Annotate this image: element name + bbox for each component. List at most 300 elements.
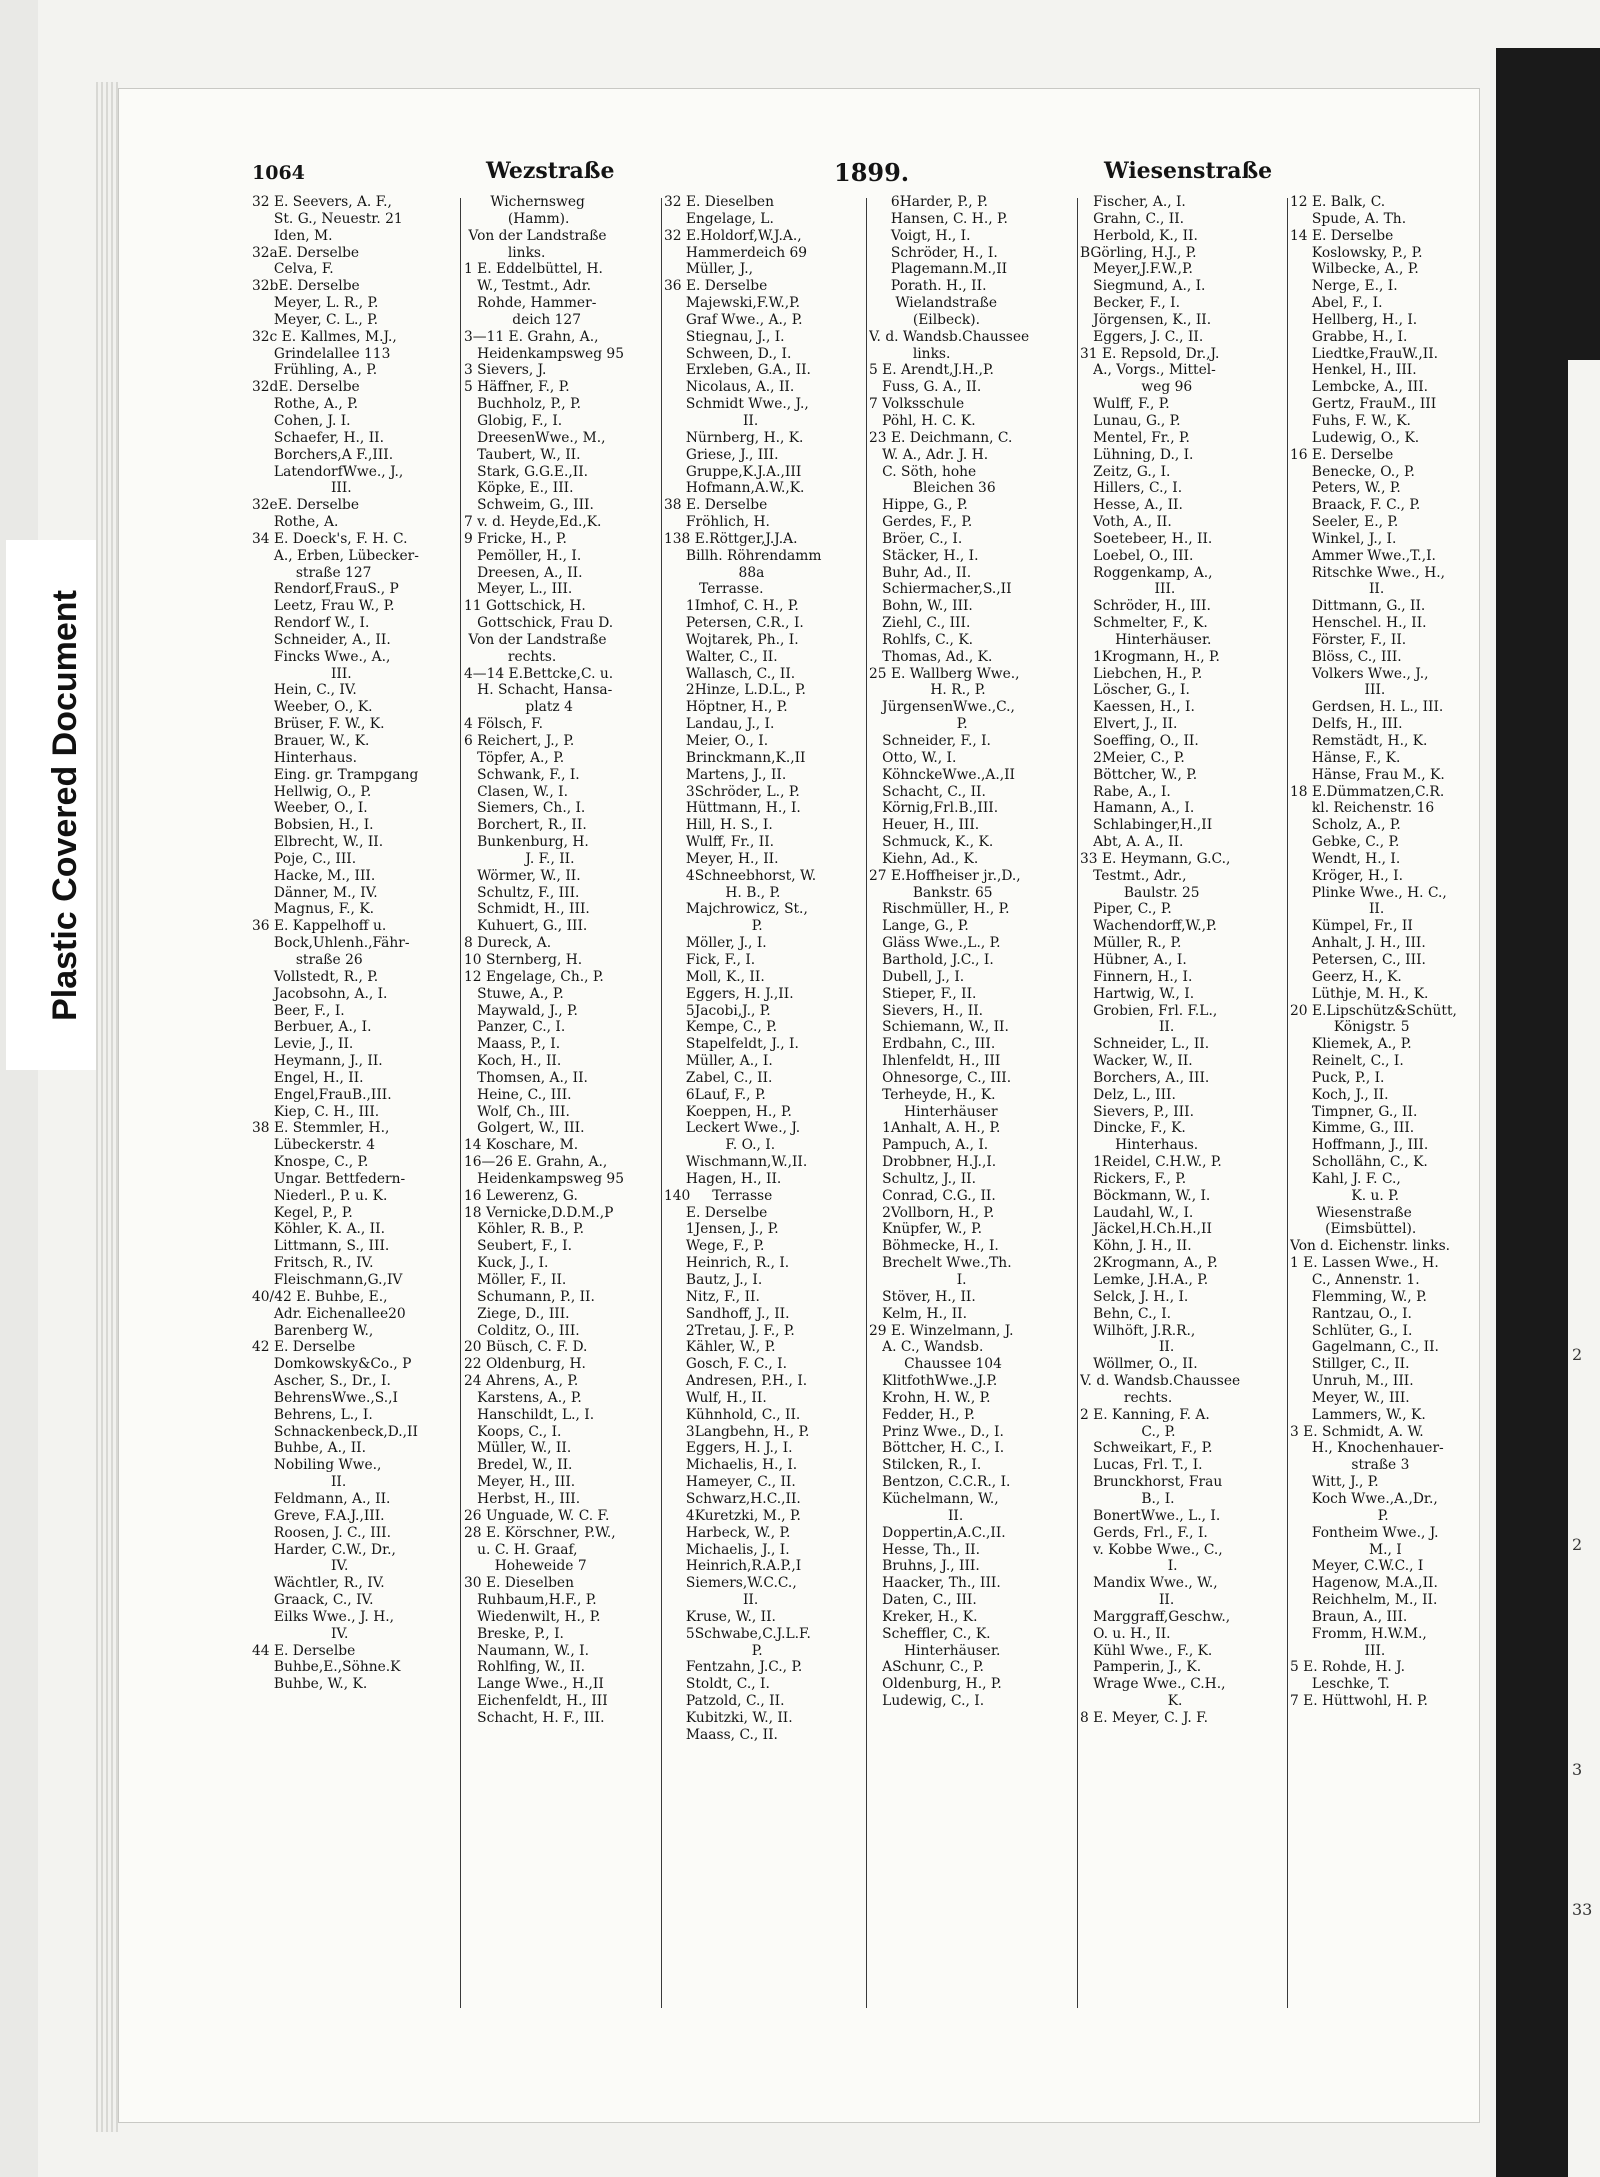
directory-entry-line: Drobbner, H.J.,I. xyxy=(869,1154,997,1171)
directory-entry-line: DreesenWwe., M., xyxy=(464,429,606,446)
directory-entry-line: straße 3 xyxy=(1290,1457,1410,1474)
directory-entry-line: Stark, G.G.E.,II. xyxy=(464,463,589,480)
directory-entry-line: Globig, F., I. xyxy=(464,412,563,429)
directory-entry-line: 16—26 E. Grahn, A., xyxy=(464,1154,608,1171)
directory-entry-line: Plagemann.M.,II xyxy=(869,261,1008,278)
directory-entry-line: Selck, J. H., I. xyxy=(1080,1288,1189,1305)
directory-entry-line: Kreker, H., K. xyxy=(869,1608,978,1625)
directory-entry-line: Pemöller, H., I. xyxy=(464,547,582,564)
directory-entry-line: II. xyxy=(1080,1592,1175,1609)
directory-entry-line: 34 E. Doeck's, F. H. C. xyxy=(252,530,408,547)
directory-entry-line: II. xyxy=(1290,581,1385,598)
directory-entry-line: Schlüter, G., I. xyxy=(1290,1322,1413,1339)
directory-entry-line: Höptner, H., P. xyxy=(664,699,788,716)
directory-entry-line: Soetebeer, H., II. xyxy=(1080,530,1213,547)
directory-entry-line: Leckert Wwe., J. xyxy=(664,1120,801,1137)
directory-entry-line: Schultz, F., III. xyxy=(464,884,580,901)
directory-entry-line: Witt, J., P. xyxy=(1290,1474,1379,1491)
directory-entry-line: Bredel, W., II. xyxy=(464,1457,573,1474)
directory-entry-line: Schweikart, F., P. xyxy=(1080,1440,1213,1457)
directory-entry-line: Lembcke, A., III. xyxy=(1290,379,1429,396)
directory-entry-line: Patzold, C., II. xyxy=(664,1693,785,1710)
directory-entry-line: Ludewig, C., I. xyxy=(869,1693,985,1710)
directory-entry-line: II. xyxy=(1080,1339,1175,1356)
directory-entry-line: 20 E.Lipschütz&Schütt, xyxy=(1290,1002,1457,1019)
directory-entry-line: Borchers, A., III. xyxy=(1080,1069,1210,1086)
directory-entry-line: V. d. Wandsb.Chaussee xyxy=(1080,1373,1241,1390)
directory-entry-line: 10 Sternberg, H. xyxy=(464,951,583,968)
directory-entry-line: Michaelis, J., I. xyxy=(664,1541,790,1558)
directory-entry-line: Zabel, C., II. xyxy=(664,1069,773,1086)
directory-entry-line: Mentel, Fr., P. xyxy=(1080,429,1190,446)
directory-entry-line: 138 E.Röttger,J.J.A. xyxy=(664,530,798,547)
directory-entry-line: 1Jensen, J., P. xyxy=(664,1221,779,1238)
directory-entry-line: u. C. H. Graaf, xyxy=(464,1541,578,1558)
directory-entry-line: Eing. gr. Trampgang xyxy=(252,766,419,783)
directory-entry-line: Rohlfing, W., II. xyxy=(464,1659,586,1676)
directory-entry-line: 1Reidel, C.H.W., P. xyxy=(1080,1154,1222,1171)
directory-entry-line: Magnus, F., K. xyxy=(252,901,375,918)
directory-entry-line: Ruhbaum,H.F., P. xyxy=(464,1592,597,1609)
directory-entry-line: Wörmer, W., II. xyxy=(464,867,581,884)
directory-entry-line: III. xyxy=(252,480,352,497)
directory-entry-line: Scheffler, C., K. xyxy=(869,1625,991,1642)
directory-entry-line: Gläss Wwe.,L., P. xyxy=(869,935,1001,952)
directory-entry-line: Schmidt Wwe., J., xyxy=(664,396,809,413)
directory-entry-line: Schneider, A., II. xyxy=(252,631,391,648)
directory-entry-line: 24 Ahrens, A., P. xyxy=(464,1373,579,1390)
directory-entry-line: 2Krogmann, A., P. xyxy=(1080,1255,1218,1272)
directory-entry-line: BGörling, H.J., P. xyxy=(1080,244,1197,261)
directory-entry-line: Kuhuert, G., III. xyxy=(464,918,588,935)
directory-entry-line: Schumann, P., II. xyxy=(464,1288,595,1305)
directory-entry-line: Dänner, M., IV. xyxy=(252,884,378,901)
directory-entry-line: Kähler, W., P. xyxy=(664,1339,776,1356)
directory-entry-line: B., I. xyxy=(1080,1490,1175,1507)
directory-entry-line: Majchrowicz, St., xyxy=(664,901,808,918)
directory-entry-line: Borchert, R., II. xyxy=(464,817,587,834)
directory-entry-line: Heymann, J., II. xyxy=(252,1053,383,1070)
directory-entry-line: Nobiling Wwe., xyxy=(252,1457,382,1474)
directory-entry-line: Michaelis, H., I. xyxy=(664,1457,798,1474)
directory-entry-line: Zeitz, G., I. xyxy=(1080,463,1171,480)
directory-entry-line: F. O., I. xyxy=(664,1137,776,1154)
directory-entry-line: 5Jacobi,J., P. xyxy=(664,1002,771,1019)
directory-entry-line: Wallasch, C., II. xyxy=(664,665,796,682)
directory-entry-line: Lunau, G., P. xyxy=(1080,412,1181,429)
directory-entry-line: 33 E. Heymann, G.C., xyxy=(1080,850,1231,867)
directory-entry-line: Voigt, H., I. xyxy=(869,227,971,244)
directory-entry-line: W., Testmt., Adr. xyxy=(464,278,592,295)
directory-entry-line: Stöver, H., II. xyxy=(869,1288,976,1305)
directory-entry-line: Hinterhaus. xyxy=(1080,1137,1199,1154)
directory-entry-line: Jörgensen, K., II. xyxy=(1080,311,1212,328)
directory-entry-line: Doppertin,A.C.,II. xyxy=(869,1524,1006,1541)
directory-entry-line: Hamann, A., I. xyxy=(1080,800,1195,817)
directory-entry-line: 2Hinze, L.D.L., P. xyxy=(664,682,806,699)
directory-entry-line: Buhbe, W., K. xyxy=(252,1676,368,1693)
directory-entry-line: Reichhelm, M., II. xyxy=(1290,1592,1438,1609)
directory-entry-line: 28 E. Körschner, P.W., xyxy=(464,1524,616,1541)
directory-entry-line: Terrasse. xyxy=(664,581,764,598)
directory-entry-line: 36 E. Derselbe xyxy=(664,278,768,295)
directory-entry-line: Celva, F. xyxy=(252,261,334,278)
page-header xyxy=(252,158,1467,194)
directory-entry-line: 5Schwabe,C.J.L.F. xyxy=(664,1625,811,1642)
directory-entry-line: Fuhs, F. W., K. xyxy=(1290,412,1411,429)
directory-entry-line: Mandix Wwe., W., xyxy=(1080,1575,1218,1592)
directory-entry-line: Eilks Wwe., J. H., xyxy=(252,1608,394,1625)
directory-entry-line: Hameyer, C., II. xyxy=(664,1474,796,1491)
directory-entry-line: Hanschildt, L., I. xyxy=(464,1406,595,1423)
directory-entry-line: straße 127 xyxy=(252,564,372,581)
directory-entry-line: Schweim, G., III. xyxy=(464,497,594,514)
directory-entry-line: Bentzon, C.C.R., I. xyxy=(869,1474,1011,1491)
directory-entry-line: Petersen, C., III. xyxy=(1290,951,1426,968)
column-rule xyxy=(661,198,662,2008)
left-running-title: Wezstraße xyxy=(486,158,615,184)
directory-entry-line: Henkel, H., III. xyxy=(1290,362,1417,379)
directory-entry-line: I. xyxy=(869,1272,967,1288)
directory-entry-line: Ungar. Bettfedern- xyxy=(252,1170,406,1187)
directory-entry-line: 1Anhalt, A. H., P. xyxy=(869,1120,1001,1137)
directory-entry-line: 25 E. Wallberg Wwe., xyxy=(869,665,1020,682)
directory-entry-line: 27 E.Hoffheiser jr.,D., xyxy=(869,867,1021,884)
directory-entry-line: Finnern, H., I. xyxy=(1080,968,1193,985)
directory-entry-line: Conrad, C.G., II. xyxy=(869,1187,996,1204)
directory-entry-line: Schiermacher,S.,II xyxy=(869,581,1012,598)
directory-entry-line: 31 E. Repsold, Dr.,J. xyxy=(1080,345,1220,362)
directory-entry-line: Thomsen, A., II. xyxy=(464,1069,588,1086)
directory-entry-line: Wulff, Fr., II. xyxy=(664,834,775,851)
directory-entry-line: E. Derselbe xyxy=(664,1204,768,1221)
directory-entry-line: Voth, A., II. xyxy=(1080,514,1172,531)
directory-entry-line: Braack, F. C., P. xyxy=(1290,497,1421,514)
directory-entry-line: 8 Dureck, A. xyxy=(464,935,552,952)
directory-entry-line: 32 E.Holdorf,W.J.A., xyxy=(664,227,802,244)
directory-entry-line: Maass, C., II. xyxy=(664,1726,778,1743)
directory-entry-line: Hacke, M., III. xyxy=(252,867,376,884)
directory-entry-line: Bleichen 36 xyxy=(869,480,996,497)
directory-entry-line: Eichenfeldt, H., III xyxy=(464,1693,608,1710)
directory-entry-line: Meyer, C. L., P. xyxy=(252,311,379,328)
directory-entry-line: Buhr, Ad., II. xyxy=(869,564,972,581)
directory-entry-line: Schnackenbeck,D.,II xyxy=(252,1423,418,1440)
directory-entry-line: II. xyxy=(664,1592,759,1609)
directory-entry-line: Meyer,J.F.W.,P. xyxy=(1080,261,1193,278)
directory-entry-line: 5 E. Rohde, H. J. xyxy=(1290,1659,1406,1676)
directory-entry-line: Lemke, J.H.A., P. xyxy=(1080,1272,1209,1288)
directory-entry-line: Koeppen, H., P. xyxy=(664,1103,792,1120)
directory-entry-line: 11 Gottschick, H. xyxy=(464,598,586,615)
directory-entry-line: v. Kobbe Wwe., C., xyxy=(1080,1541,1223,1558)
directory-entry-line: Walter, C., II. xyxy=(664,648,778,665)
directory-entry-line: 40/42 E. Buhbe, E., xyxy=(252,1288,388,1305)
directory-entry-line: Jäckel,H.Ch.H.,II xyxy=(1080,1221,1212,1238)
directory-entry-line: 16 E. Derselbe xyxy=(1290,446,1394,463)
directory-entry-line: Herbst, H., III. xyxy=(464,1490,581,1507)
directory-entry-line: Wischmann,W.,II. xyxy=(664,1154,808,1171)
directory-entry-line: Fromm, H.W.M., xyxy=(1290,1625,1427,1642)
directory-entry-line: Köhler, R. B., P. xyxy=(464,1221,585,1238)
directory-entry-line: Engel, H., II. xyxy=(252,1069,364,1086)
directory-entry-line: 1 E. Lassen Wwe., H. xyxy=(1290,1255,1439,1272)
directory-entry-line: Lange Wwe., H.,II xyxy=(464,1676,604,1693)
directory-entry-line: 140 Terrasse xyxy=(664,1187,773,1204)
directory-entry-line: Levie, J., II. xyxy=(252,1036,354,1053)
directory-entry-line: Andresen, P.H., I. xyxy=(664,1373,808,1390)
directory-entry-line: Beer, F., I. xyxy=(252,1002,345,1019)
directory-entry-line: Schmelter, F., K. xyxy=(1080,615,1208,632)
next-page-fragment: 33 xyxy=(1572,1900,1593,1919)
directory-entry-line: 4Schneebhorst, W. xyxy=(664,867,817,884)
directory-entry-line: Thomas, Ad., K. xyxy=(869,648,993,665)
directory-entry-line: Heidenkampsweg 95 xyxy=(464,345,624,362)
year-heading: 1899. xyxy=(834,158,910,187)
directory-entry-line: Wacker, W., II. xyxy=(1080,1053,1193,1070)
directory-entry-line: Bohn, W., III. xyxy=(869,598,973,615)
directory-entry-line: Kliemek, A., P. xyxy=(1290,1036,1412,1053)
directory-entry-line: Kimme, G., III. xyxy=(1290,1120,1415,1137)
directory-entry-line: Plinke Wwe., H. C., xyxy=(1290,884,1447,901)
directory-entry-line: 7 E. Hüttwohl, H. P. xyxy=(1290,1693,1428,1710)
directory-entry-line: Terheyde, H., K. xyxy=(869,1086,996,1103)
directory-entry-line: Siemers, Ch., I. xyxy=(464,800,586,817)
directory-entry-line: Böckmann, W., I. xyxy=(1080,1187,1211,1204)
directory-entry-line: Wrage Wwe., C.H., xyxy=(1080,1676,1226,1693)
page-number: 1064 xyxy=(252,162,305,184)
directory-entry-line: Hinterhäuser. xyxy=(869,1642,1001,1659)
directory-entry-line: III. xyxy=(1290,1642,1386,1659)
directory-entry-line: Domkowsky&Co., P xyxy=(252,1356,412,1373)
directory-entry-line: 30 E. Dieselben xyxy=(464,1575,574,1592)
directory-entry-line: BonertWwe., L., I. xyxy=(1080,1507,1221,1524)
directory-entry-line: V. d. Wandsb.Chaussee xyxy=(869,328,1030,345)
directory-entry-line: Herbold, K., II. xyxy=(1080,227,1198,244)
directory-entry-line: Wielandstraße xyxy=(869,295,998,312)
directory-entry-line: Fentzahn, J.C., P. xyxy=(664,1659,803,1676)
directory-entry-line: Hillers, C., I. xyxy=(1080,480,1183,497)
directory-entry-line: 16 Lewerenz, G. xyxy=(464,1187,578,1204)
directory-entry-line: Bautz, J., I. xyxy=(664,1272,763,1288)
directory-entry-line: Hinterhäuser. xyxy=(1080,631,1212,648)
directory-entry-line: Grabbe, H., I. xyxy=(1290,328,1408,345)
directory-entry-line: Graack, C., IV. xyxy=(252,1592,374,1609)
directory-entry-line: Schween, D., I. xyxy=(664,345,792,362)
directory-entry-line: Rabe, A., I. xyxy=(1080,783,1171,800)
directory-entry-line: Heuer, H., III. xyxy=(869,817,980,834)
directory-entry-line: Kahl, J. F. C., xyxy=(1290,1170,1401,1187)
directory-entry-line: 12 E. Balk, C. xyxy=(1290,194,1386,210)
directory-entry-line: 2Vollborn, H., P. xyxy=(869,1204,995,1221)
directory-entry-line: H. B., P. xyxy=(664,884,781,901)
directory-entry-line: Ziehl, C., III. xyxy=(869,615,971,632)
directory-entry-line: Kühl Wwe., F., K. xyxy=(1080,1642,1213,1659)
page-edges xyxy=(96,82,118,2132)
directory-entry-line: Förster, F., II. xyxy=(1290,631,1407,648)
directory-entry-line: Kröger, H., I. xyxy=(1290,867,1404,884)
column-rule xyxy=(1077,198,1078,2008)
directory-entry-line: IV. xyxy=(252,1558,349,1575)
directory-entry-line: IV. xyxy=(252,1625,349,1642)
directory-entry-line: Hagenow, M.A.,II. xyxy=(1290,1575,1438,1592)
directory-entry-line: KlitfothWwe.,J.P. xyxy=(869,1373,998,1390)
directory-entry-line: 4Kuretzki, M., P. xyxy=(664,1507,801,1524)
directory-entry-line: Schacht, H. F., III. xyxy=(464,1709,605,1726)
directory-entry-line: II. xyxy=(664,412,759,429)
directory-entry-line: Müller, W., II. xyxy=(464,1440,572,1457)
directory-column-4 xyxy=(869,194,1075,1710)
directory-entry-line: 2 E. Kanning, F. A. xyxy=(1080,1406,1210,1423)
directory-entry-line: 8 E. Meyer, C. J. F. xyxy=(1080,1709,1208,1726)
directory-entry-line: Bobsien, H., I. xyxy=(252,817,374,834)
plastic-covered-text: Plastic Covered Document xyxy=(45,589,84,1021)
directory-entry-line: 32eE. Derselbe xyxy=(252,497,360,514)
directory-entry-line: Hippe, G., P. xyxy=(869,497,968,514)
directory-entry-line: Fritsch, R., IV. xyxy=(252,1255,374,1272)
directory-entry-line: Koslowsky, P., P. xyxy=(1290,244,1423,261)
directory-entry-line: Töpfer, A., P. xyxy=(464,749,565,766)
directory-entry-line: Stapelfeldt, J., I. xyxy=(664,1036,799,1053)
directory-entry-line: Hinterhäuser xyxy=(869,1103,998,1120)
next-page-edge xyxy=(1568,360,1600,2177)
directory-entry-line: Billh. Röhrendamm xyxy=(664,547,822,564)
directory-entry-line: Leetz, Frau W., P. xyxy=(252,598,395,615)
directory-entry-line: Köpke, E., III. xyxy=(464,480,574,497)
directory-entry-line: Hinterhaus. xyxy=(252,749,358,766)
directory-entry-line: 1Krogmann, H., P. xyxy=(1080,648,1220,665)
column-rule xyxy=(866,198,867,2008)
directory-entry-line: Stuwe, A., P. xyxy=(464,985,564,1002)
directory-entry-line: Grahn, C., II. xyxy=(1080,210,1185,227)
directory-entry-line: Remstädt, H., K. xyxy=(1290,733,1428,749)
directory-entry-line: 7 Volksschule xyxy=(869,396,965,413)
directory-entry-line: 38 E. Derselbe xyxy=(664,497,768,514)
directory-entry-line: Küchelmann, W., xyxy=(869,1490,999,1507)
directory-entry-line: Hesse, A., II. xyxy=(1080,497,1183,514)
directory-entry-line: H. Schacht, Hansa- xyxy=(464,682,613,699)
directory-entry-line: Colditz, O., III. xyxy=(464,1322,580,1339)
directory-entry-line: Gerdsen, H. L., III. xyxy=(1290,699,1444,716)
directory-entry-line: III. xyxy=(252,665,352,682)
directory-entry-line: Wichernsweg xyxy=(464,194,585,210)
directory-entry-line: Karstens, A., P. xyxy=(464,1389,582,1406)
directory-entry-line: 3—11 E. Grahn, A., xyxy=(464,328,599,345)
directory-entry-line: P. xyxy=(869,716,968,733)
next-page-fragment: 3 xyxy=(1572,1760,1583,1779)
directory-entry-line: Anhalt, J. H., III. xyxy=(1290,935,1426,952)
directory-entry-line: Wojtarek, Ph., I. xyxy=(664,631,799,648)
directory-entry-line: Moll, K., II. xyxy=(664,968,765,985)
directory-entry-line: Ihlenfeldt, H., III xyxy=(869,1053,1001,1070)
directory-entry-line: Timpner, G., II. xyxy=(1290,1103,1418,1120)
directory-entry-line: II. xyxy=(252,1474,347,1491)
directory-entry-line: Brunckhorst, Frau xyxy=(1080,1474,1223,1491)
directory-entry-line: Rothe, A., P. xyxy=(252,396,358,413)
directory-entry-line: Siegmund, A., I. xyxy=(1080,278,1206,295)
directory-entry-line: Harbeck, W., P. xyxy=(664,1524,791,1541)
directory-entry-line: 14 E. Derselbe xyxy=(1290,227,1394,244)
directory-entry-line: Dubell, J., I. xyxy=(869,968,965,985)
directory-entry-line: Marggraff,Geschw., xyxy=(1080,1608,1231,1625)
directory-entry-line: Rischmüller, H., P. xyxy=(869,901,1010,918)
directory-entry-line: Hellberg, H., I. xyxy=(1290,311,1418,328)
directory-entry-line: P. xyxy=(664,1642,763,1659)
directory-entry-line: 32dE. Derselbe xyxy=(252,379,360,396)
directory-entry-line: Müller, A., I. xyxy=(664,1053,773,1070)
directory-entry-line: II. xyxy=(1080,1019,1175,1036)
directory-entry-line: Puck, P., I. xyxy=(1290,1069,1385,1086)
directory-entry-line: Becker, F., I. xyxy=(1080,295,1180,312)
directory-entry-line: 1Imhof, C. H., P. xyxy=(664,598,799,615)
directory-entry-line: Möller, J., I. xyxy=(664,935,767,952)
directory-entry-line: 2Meier, C., P. xyxy=(1080,749,1185,766)
directory-entry-line: Maass, P., I. xyxy=(464,1036,561,1053)
directory-entry-line: Kaessen, H., I. xyxy=(1080,699,1195,716)
directory-entry-line: 1 E. Eddelbüttel, H. xyxy=(464,261,603,278)
directory-entry-line: Grobien, Frl. F.L., xyxy=(1080,1002,1218,1019)
directory-entry-line: rechts. xyxy=(464,648,557,665)
directory-entry-line: 20 Büsch, C. F. D. xyxy=(464,1339,588,1356)
directory-entry-line: Kruse, W., II. xyxy=(664,1608,776,1625)
directory-entry-line: Gosch, F. C., I. xyxy=(664,1356,787,1373)
directory-entry-line: Schultz, J., II. xyxy=(869,1170,977,1187)
directory-entry-line: Barthold, J.C., I. xyxy=(869,951,994,968)
directory-entry-line: Dreesen, A., II. xyxy=(464,564,583,581)
right-running-title: Wiesenstraße xyxy=(1104,158,1273,184)
directory-entry-line: Fontheim Wwe., J. xyxy=(1290,1524,1439,1541)
directory-entry-line: Behn, C., I. xyxy=(1080,1305,1172,1322)
directory-entry-line: Elbrecht, W., II. xyxy=(252,834,384,851)
directory-entry-line: Stäcker, H., I. xyxy=(869,547,979,564)
directory-entry-line: Kühnhold, C., II. xyxy=(664,1406,801,1423)
directory-entry-line: Schacht, C., II. xyxy=(869,783,986,800)
directory-entry-line: 3Langbehn, H., P. xyxy=(664,1423,810,1440)
directory-entry-line: Sievers, P., III. xyxy=(1080,1103,1194,1120)
directory-entry-line: Volkers Wwe., J., xyxy=(1290,665,1429,682)
directory-entry-line: Hill, H. S., I. xyxy=(664,817,773,834)
directory-entry-line: Porath. H., II. xyxy=(869,278,987,295)
directory-entry-line: Fincks Wwe., A., xyxy=(252,648,391,665)
directory-entry-line: Wilbecke, A., P. xyxy=(1290,261,1419,278)
directory-entry-line: Schmidt, H., III. xyxy=(464,901,590,918)
directory-entry-line: Lübeckerstr. 4 xyxy=(252,1137,376,1154)
directory-entry-line: Feldmann, A., II. xyxy=(252,1490,391,1507)
directory-entry-line: Niederl., P. u. K. xyxy=(252,1187,388,1204)
directory-entry-line: Peters, W., P. xyxy=(1290,480,1401,497)
directory-entry-line: Stillger, C., II. xyxy=(1290,1356,1410,1373)
directory-entry-line: (Hamm). xyxy=(464,210,570,227)
directory-entry-line: Schmuck, K., K. xyxy=(869,834,994,851)
directory-entry-line: kl. Reichenstr. 16 xyxy=(1290,800,1435,817)
directory-entry-line: 4 Fölsch, F. xyxy=(464,716,543,733)
directory-entry-line: Delfs, H., III. xyxy=(1290,716,1403,733)
directory-entry-line: Naumann, W., I. xyxy=(464,1642,589,1659)
directory-entry-line: Lange, G., P. xyxy=(869,918,969,935)
directory-entry-line: Böttcher, W., P. xyxy=(1080,766,1198,783)
directory-entry-line: Gerdes, F., P. xyxy=(869,514,973,531)
directory-entry-line: Wächtler, R., IV. xyxy=(252,1575,385,1592)
directory-entry-line: II. xyxy=(1290,901,1385,918)
directory-column-3 xyxy=(664,194,864,1744)
directory-entry-line: Fick, F., I. xyxy=(664,951,756,968)
directory-entry-line: Schröder, H., I. xyxy=(869,244,998,261)
directory-entry-line: Rantzau, O., I. xyxy=(1290,1305,1412,1322)
directory-entry-line: Elvert, J., II. xyxy=(1080,716,1178,733)
directory-column-5 xyxy=(1080,194,1285,1727)
directory-entry-line: Eggers, H. J.,II. xyxy=(664,985,794,1002)
directory-entry-line: Heidenkampsweg 95 xyxy=(464,1170,624,1187)
